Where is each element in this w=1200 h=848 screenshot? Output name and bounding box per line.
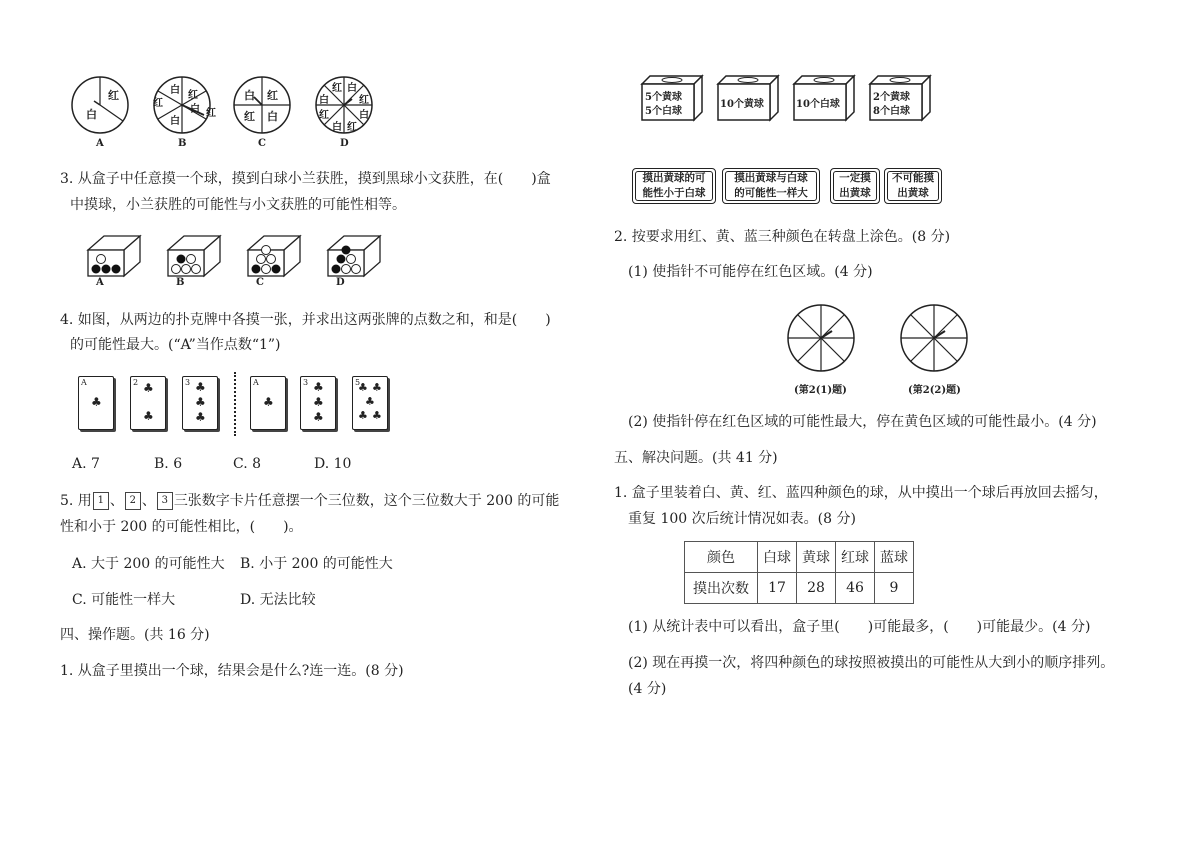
spinner-a-red: 红: [108, 89, 119, 102]
club-icon: ♣: [372, 409, 382, 422]
q3-line1: 3. 从盒子中任意摸一个球，摸到白球小兰获胜，摸到黑球小文获胜，在( )盒: [60, 171, 551, 187]
card-rank: 3: [185, 378, 191, 387]
table-cell: 17: [758, 573, 797, 604]
spinner-a-label: A: [96, 138, 104, 149]
card-rank: 2: [133, 378, 139, 387]
spinner-c-s1: 白: [244, 89, 255, 102]
result-line1: 一定摸: [839, 172, 871, 184]
result-box[interactable]: [830, 168, 880, 204]
spinner-a-white: 白: [86, 108, 97, 121]
spinner-c-s3: 红: [244, 110, 255, 123]
result-line1: 摸出黄球与白球: [734, 172, 808, 184]
section5-title: 五、解决问题。(共 41 分): [614, 450, 778, 466]
box-label-b: B: [176, 277, 185, 288]
q2-spinners: [60, 70, 390, 150]
ball-box: [716, 72, 778, 122]
section4-title: 四、操作题。(共 16 分): [60, 627, 210, 643]
q5-prefix: 5. 用: [60, 493, 92, 509]
ball-box-a: [84, 232, 140, 278]
card-rank: 3: [303, 378, 309, 387]
q5-line2: 性和小于 200 的可能性相比，( )。: [60, 519, 303, 535]
coloring-spinner-2[interactable]: [899, 303, 969, 373]
card-rank: A: [253, 378, 259, 387]
spinner-b-label: B: [178, 138, 187, 149]
q4-option-a[interactable]: A. 7: [72, 456, 100, 472]
spinner-a: [70, 75, 130, 135]
section5-sub1: (1) 从统计表中可以看出，盒子里( )可能最多，( )可能最少。(4 分): [628, 619, 1091, 635]
q4-option-c[interactable]: C. 8: [233, 456, 262, 472]
club-icon: ♣: [143, 409, 154, 423]
table-header-cell: 颜色: [685, 542, 758, 573]
playing-card: [352, 376, 388, 430]
section5-sub2: (2) 现在再摸一次，将四种颜色的球按照被摸出的可能性从大到小的顺序排列。: [628, 655, 1115, 671]
club-icon: ♣: [313, 380, 324, 394]
result-box[interactable]: [722, 168, 820, 204]
playing-card: [250, 376, 286, 430]
digit-card-2: 2: [125, 492, 141, 510]
club-icon: ♣: [195, 395, 206, 409]
ball-box-b: [164, 232, 220, 278]
section5-q1-line1: 1. 盒子里装着白、黄、红、蓝四种颜色的球，从中摸出一个球后再放回去摇匀，: [614, 485, 1108, 501]
card-rank: 5: [355, 378, 361, 387]
card-divider: [234, 372, 236, 436]
section5-q1-line2: 重复 100 次后统计情况如表。(8 分): [628, 511, 856, 527]
q4-option-d[interactable]: D. 10: [314, 456, 352, 472]
playing-card: [300, 376, 336, 430]
spinner-b-s1: 白: [170, 85, 180, 96]
ball-box-d: [324, 232, 380, 278]
club-icon: ♣: [143, 381, 154, 395]
club-icon: ♣: [91, 395, 102, 409]
result-line1: 摸出黄球的可: [642, 172, 706, 184]
box-line1: 10个黄球: [720, 99, 764, 110]
spinner-d-s7: 白: [332, 122, 342, 133]
box-line2: 5个白球: [645, 106, 682, 117]
club-icon: ♣: [195, 380, 206, 394]
table-header-cell: 白球: [758, 542, 797, 573]
spinner-d-s1: 红: [332, 83, 342, 94]
result-box[interactable]: [884, 168, 942, 204]
playing-card: [182, 376, 218, 430]
table-cell: 46: [836, 573, 875, 604]
club-icon: ♣: [313, 410, 324, 424]
box-line1: 10个白球: [796, 99, 840, 110]
ball-box: [868, 72, 930, 122]
ball-box-c: [244, 232, 300, 278]
ball-boxes-row: [640, 72, 940, 128]
box-label-a: A: [96, 277, 104, 288]
q3-boxes: [80, 230, 380, 290]
q4-line1: 4. 如图，从两边的扑克牌中各摸一张，并求出这两张牌的点数之和，和是( ): [60, 312, 551, 328]
coloring-spinner-1[interactable]: [786, 303, 856, 373]
club-icon: ♣: [358, 381, 368, 394]
stats-table: [684, 541, 914, 604]
spinner-c-s2: 红: [267, 89, 278, 102]
result-line2: 出黄球: [839, 187, 871, 199]
club-icon: ♣: [358, 409, 368, 422]
ball-box: [640, 72, 702, 122]
box-label-c: C: [256, 277, 264, 288]
spinner-b-s6: 白: [170, 116, 180, 127]
op2-sub2: (2) 使指针停在红色区域的可能性最大，停在黄色区域的可能性最小。(4 分): [628, 414, 1097, 430]
spinner-c: [232, 75, 292, 135]
box-label-d: D: [336, 277, 345, 288]
q3-line2: 中摸球，小兰获胜的可能性与小文获胜的可能性相等。: [70, 197, 406, 213]
spinner-b-s5: 红: [206, 108, 216, 119]
digit-card-1: 1: [93, 492, 109, 510]
section4-q1: 1. 从盒子里摸出一个球，结果会是什么?连一连。(8 分): [60, 663, 404, 679]
spinner-d-s6: 白: [359, 110, 369, 121]
result-box[interactable]: [632, 168, 716, 204]
spinner-d-s2: 白: [347, 83, 357, 94]
table-row: [685, 542, 914, 573]
result-line2: 能性小于白球: [642, 187, 706, 199]
result-line2: 的可能性一样大: [734, 187, 808, 199]
q5-option-b[interactable]: B. 小于 200 的可能性大: [240, 556, 393, 572]
result-line2: 出黄球: [897, 187, 929, 199]
digit-card-3: 3: [157, 492, 173, 510]
table-cell: 9: [875, 573, 914, 604]
spinner-b-s2: 红: [188, 90, 198, 101]
spinner-c-s4: 白: [267, 110, 278, 123]
club-icon: ♣: [372, 381, 382, 394]
club-icon: ♣: [195, 410, 206, 424]
q5-line1-rest: 三张数字卡片任意摆一个三位数，这个三位数大于 200 的可能: [173, 493, 560, 509]
table-header-cell: 红球: [836, 542, 875, 573]
ball-box: [792, 72, 854, 122]
table-cell: 28: [797, 573, 836, 604]
box-line1: 2个黄球: [873, 92, 910, 103]
spinner-c-label: C: [258, 138, 266, 149]
q4-option-b[interactable]: B. 6: [154, 456, 183, 472]
q4-line2: 的可能性最大。(“A”当作点数“1”): [70, 337, 281, 353]
box-line1: 5个黄球: [645, 92, 682, 103]
result-line1: 不可能摸: [892, 172, 934, 184]
spinner-caption-2: (第2(2)题): [908, 385, 961, 396]
card-rank: A: [81, 378, 87, 387]
op2-sub1: (1) 使指针不可能停在红色区域。(4 分): [628, 264, 873, 280]
box-line2: 8个白球: [873, 106, 910, 117]
table-header-cell: 黄球: [797, 542, 836, 573]
q5-option-d[interactable]: D. 无法比较: [240, 592, 316, 608]
club-icon: ♣: [263, 395, 274, 409]
spinner-caption-1: (第2(1)题): [794, 385, 847, 396]
spinner-b-s4: 白: [190, 104, 200, 115]
op2-title: 2. 按要求用红、黄、蓝三种颜色在转盘上涂色。(8 分): [614, 229, 951, 245]
spinner-d-s3: 白: [319, 95, 329, 106]
spinner-d-s5: 红: [319, 110, 329, 121]
table-header-cell: 蓝球: [875, 542, 914, 573]
q5-line1: 5. 用 1 、 2 、 3 三张数字卡片任意摆一个三位数，这个三位数大于 200 的可能: [60, 493, 560, 509]
playing-cards: [76, 372, 396, 436]
spinner-d-label: D: [340, 138, 349, 149]
spinner-d-s4: 红: [359, 95, 369, 106]
q5-option-a[interactable]: A. 大于 200 的可能性大: [72, 556, 225, 572]
table-cell: 摸出次数: [685, 573, 758, 604]
playing-card: [130, 376, 166, 430]
section5-sub2-tail: (4 分): [628, 681, 667, 697]
club-icon: ♣: [365, 395, 375, 408]
playing-card: [78, 376, 114, 430]
club-icon: ♣: [313, 395, 324, 409]
q5-option-c[interactable]: C. 可能性一样大: [72, 592, 176, 608]
spinner-d-s8: 红: [347, 122, 357, 133]
spinner-b-s3: 红: [153, 98, 163, 109]
table-row: [685, 573, 914, 604]
